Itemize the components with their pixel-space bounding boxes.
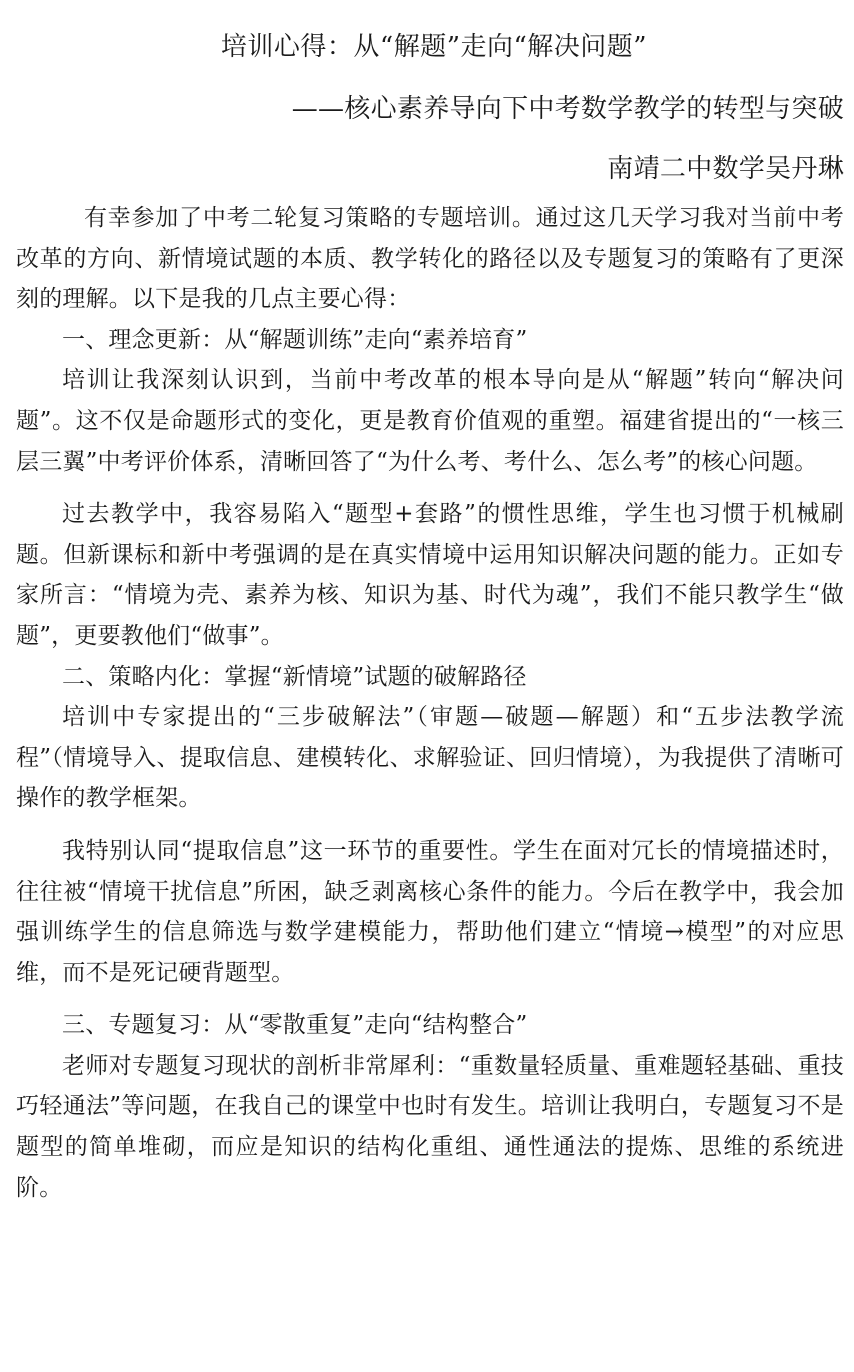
- document-title: 培训心得：从“解题”走向“解决问题”: [220, 32, 648, 62]
- section-1-paragraph-2: 过去教学中，我容易陷入“题型+套路”的惯性思维，学生也习惯于机械刷题。但新课标和新中考强调的是在真实情境中运用知识解决问题的能力。正如专家所言：“情境为壳、素养为核、知识为基、时代为魂”，我们不能只教学生“做题”，更要教他们“做事”。: [16, 501, 844, 649]
- section-heading-3: 三、专题复习：从“零散重复”走向“结构整合”: [62, 1012, 528, 1039]
- section-1-paragraph-1: 培训让我深刻认识到，当前中考改革的根本导向是从“解题”转向“解决问题”。这不仅是命题形式的变化，更是教育价值观的重塑。福建省提出的“一核三层三翼”中考评价体系，清晰回答了“为什么考、考什么、怎么考”的核心问题。: [16, 367, 844, 475]
- document-author: 南靖二中数学吴丹琳: [607, 154, 844, 184]
- section-heading-2: 二、策略内化：掌握“新情境”试题的破解路径: [62, 663, 527, 690]
- section-3-paragraph-1: 老师对专题复习现状的剖析非常犀利：“重数量轻质量、重难题轻基础、重技巧轻通法”等问题，在我自己的课堂中也时有发生。培训让我明白，专题复习不是题型的简单堆砌，而应是知识的结构化重组、通性通法的提炼、思维的系统进阶。: [16, 1052, 844, 1201]
- section-2-paragraph-2: 我特别认同“提取信息”这一环节的重要性。学生在面对冗长的情境描述时，往往被“情境干扰信息”所困，缺乏剥离核心条件的能力。今后在教学中，我会加强训练学生的信息筛选与数学建模能力，帮助他们建立“情境→模型”的对应思维，而不是死记硬背题型。: [16, 837, 844, 986]
- intro-paragraph: 有幸参加了中考二轮复习策略的专题培训。通过这几天学习我对当前中考改革的方向、新情境试题的本质、教学转化的路径以及专题复习的策略有了更深刻的理解。以下是我的几点主要心得：: [16, 205, 844, 313]
- section-2-paragraph-1: 培训中专家提出的“三步破解法”（审题—破题—解题）和“五步法教学流程”（情境导入、提取信息、建模转化、求解验证、回归情境），为我提供了清晰可操作的教学框架。: [16, 704, 844, 812]
- section-heading-1: 一、理念更新：从“解题训练”走向“素养培育”: [62, 326, 528, 353]
- document-subtitle: ——核心素养导向下中考数学教学的转型与突破: [291, 94, 844, 124]
